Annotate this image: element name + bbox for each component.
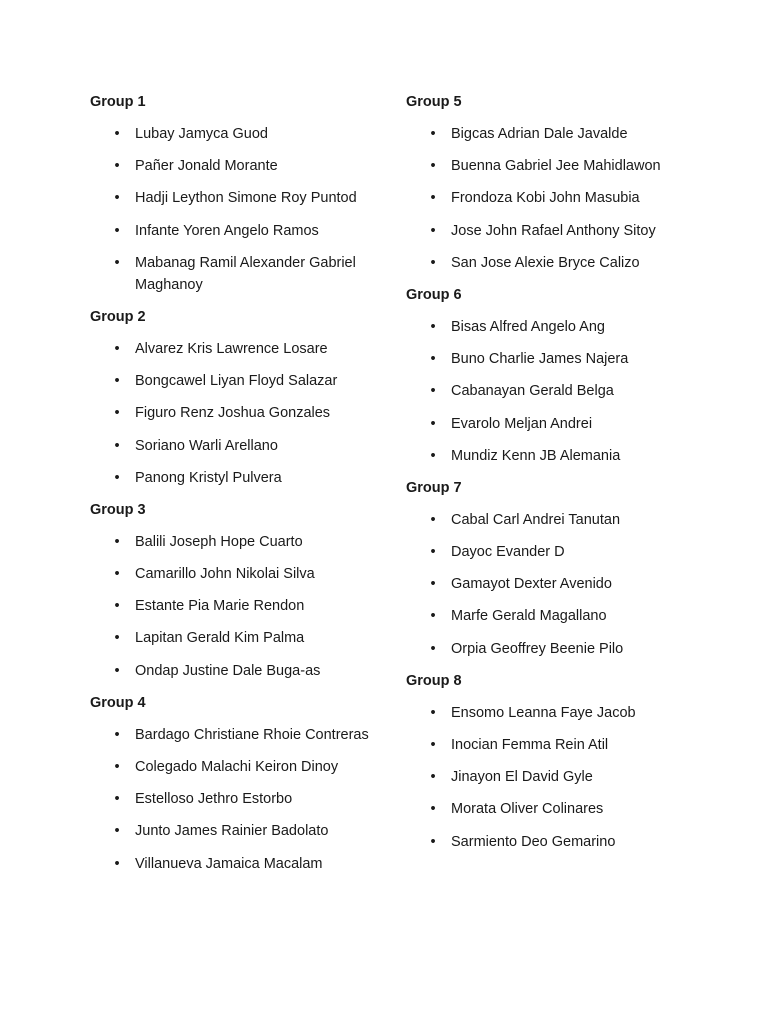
group-title: Group 8: [406, 672, 462, 689]
member-name: Mabanag Ramil Alexander Gabriel Maghanoy: [135, 254, 356, 293]
member-name: Frondoza Kobi John Masubia: [451, 190, 640, 207]
bullet-icon: •: [114, 566, 120, 583]
member-name: Buno Charlie James Najera: [451, 351, 629, 368]
list-item: [90, 756, 380, 778]
list-item: [90, 252, 380, 296]
left-column: [90, 91, 380, 885]
bullet-icon: •: [114, 340, 120, 357]
group-title: Group 6: [406, 286, 462, 303]
member-name: Hadji Leython Simone Roy Puntod: [135, 190, 357, 207]
member-list: [406, 316, 736, 467]
bullet-icon: •: [114, 726, 120, 743]
bullet-icon: •: [430, 801, 436, 818]
list-item: [406, 155, 736, 177]
bullet-icon: •: [430, 769, 436, 786]
bullet-icon: •: [430, 640, 436, 657]
bullet-icon: •: [114, 254, 120, 271]
bullet-icon: •: [430, 222, 436, 239]
bullet-icon: •: [430, 833, 436, 850]
list-item: [90, 788, 380, 810]
list-item: [90, 820, 380, 842]
group-7: [406, 477, 736, 660]
bullet-icon: •: [114, 533, 120, 550]
list-item: [90, 435, 380, 457]
list-item: [90, 123, 380, 145]
bullet-icon: •: [430, 704, 436, 721]
list-item: [406, 766, 736, 788]
member-name: Jose John Rafael Anthony Sitoy: [451, 222, 656, 239]
group-title: Group 1: [90, 94, 146, 110]
list-item: [90, 402, 380, 424]
member-name: Bongcawel Liyan Floyd Salazar: [135, 373, 338, 390]
bullet-icon: •: [114, 469, 120, 486]
list-item: [90, 724, 380, 746]
member-name: Colegado Malachi Keiron Dinoy: [135, 759, 339, 775]
bullet-icon: •: [114, 662, 120, 679]
list-item: [406, 380, 736, 402]
list-item: [406, 252, 736, 274]
list-item: [406, 413, 736, 435]
list-item: [90, 853, 380, 875]
member-name: Gamayot Dexter Avenido: [451, 576, 612, 593]
group-8: [406, 670, 736, 853]
list-item: [90, 660, 380, 682]
bullet-icon: •: [114, 222, 120, 239]
member-name: Marfe Gerald Magallano: [451, 608, 607, 625]
member-name: Mundiz Kenn JB Alemania: [451, 447, 621, 464]
member-list: [406, 123, 736, 274]
bullet-icon: •: [430, 318, 436, 335]
member-name: Orpia Geoffrey Beenie Pilo: [451, 640, 624, 657]
group-title: Group 4: [90, 694, 146, 711]
member-name: Bisas Alfred Angelo Ang: [451, 318, 605, 335]
group-5: [406, 91, 736, 274]
bullet-icon: •: [114, 373, 120, 390]
bullet-icon: •: [430, 544, 436, 561]
right-column: [406, 91, 736, 863]
bullet-icon: •: [114, 598, 120, 615]
bullet-icon: •: [114, 855, 120, 872]
list-item: [406, 509, 736, 531]
bullet-icon: •: [430, 254, 436, 271]
member-name: San Jose Alexie Bryce Calizo: [451, 254, 640, 271]
member-name: Buenna Gabriel Jee Mahidlawon: [451, 158, 661, 175]
list-item: [406, 605, 736, 627]
list-item: [90, 531, 380, 553]
member-list: [90, 724, 380, 875]
member-name: Ensomo Leanna Faye Jacob: [451, 704, 636, 721]
group-title: Group 7: [406, 479, 462, 496]
member-list: [90, 531, 380, 682]
member-list: [90, 123, 380, 296]
member-name: Alvarez Kris Lawrence Losare: [135, 340, 328, 357]
bullet-icon: •: [430, 383, 436, 400]
member-list: [90, 338, 380, 489]
list-item: [406, 348, 736, 370]
member-name: Sarmiento Deo Gemarino: [451, 833, 616, 850]
bullet-icon: •: [430, 158, 436, 175]
member-name: Morata Oliver Colinares: [451, 801, 604, 818]
member-name: Lubay Jamyca Guod: [135, 126, 268, 142]
list-item: [406, 702, 736, 724]
member-name: Estelloso Jethro Estorbo: [135, 791, 293, 808]
group-1: [90, 91, 380, 296]
bullet-icon: •: [430, 608, 436, 625]
list-item: [406, 187, 736, 209]
list-item: [90, 595, 380, 617]
bullet-icon: •: [114, 823, 120, 840]
member-name: Cabanayan Gerald Belga: [451, 383, 614, 400]
member-list: [406, 509, 736, 660]
group-6: [406, 284, 736, 467]
group-2: [90, 306, 380, 489]
member-name: Lapitan Gerald Kim Palma: [135, 630, 305, 647]
bullet-icon: •: [114, 630, 120, 647]
list-item: [406, 123, 736, 145]
member-name: Bardago Christiane Rhoie Contreras: [135, 726, 369, 743]
group-title: Group 2: [90, 308, 146, 325]
bullet-icon: •: [430, 576, 436, 593]
member-name: Ondap Justine Dale Buga-as: [135, 662, 321, 679]
list-item: [90, 627, 380, 649]
group-4: [90, 692, 380, 875]
list-item: [406, 734, 736, 756]
list-item: [90, 155, 380, 177]
list-item: [406, 638, 736, 660]
list-item: [90, 467, 380, 489]
bullet-icon: •: [114, 791, 120, 808]
bullet-icon: •: [430, 415, 436, 432]
group-title: Group 3: [90, 501, 146, 518]
bullet-icon: •: [430, 737, 436, 753]
member-name: Camarillo John Nikolai Silva: [135, 566, 315, 583]
bullet-icon: •: [430, 126, 436, 142]
list-item: [406, 220, 736, 242]
group-title: Group 5: [406, 94, 462, 110]
list-item: [90, 220, 380, 242]
list-item: [90, 563, 380, 585]
bullet-icon: •: [114, 437, 120, 454]
bullet-icon: •: [430, 190, 436, 207]
list-item: [90, 187, 380, 209]
bullet-icon: •: [430, 511, 436, 528]
bullet-icon: •: [430, 351, 436, 368]
member-name: Pañer Jonald Morante: [135, 158, 278, 175]
member-name: Jinayon El David Gyle: [451, 769, 593, 786]
list-item: [90, 370, 380, 392]
list-item: [406, 445, 736, 467]
member-name: Evarolo Meljan Andrei: [451, 415, 593, 432]
member-name: Cabal Carl Andrei Tanutan: [451, 511, 621, 528]
member-name: Junto James Rainier Badolato: [135, 823, 329, 840]
member-name: Figuro Renz Joshua Gonzales: [135, 405, 331, 422]
list-item: [406, 573, 736, 595]
bullet-icon: •: [114, 759, 120, 775]
bullet-icon: •: [114, 190, 120, 207]
member-name: Balili Joseph Hope Cuarto: [135, 533, 303, 550]
member-name: Estante Pia Marie Rendon: [135, 598, 305, 615]
member-name: Infante Yoren Angelo Ramos: [135, 222, 319, 239]
member-name: Bigcas Adrian Dale Javalde: [451, 126, 628, 142]
member-name: Dayoc Evander D: [451, 544, 565, 561]
bullet-icon: •: [114, 405, 120, 422]
member-name: Soriano Warli Arellano: [135, 437, 278, 454]
list-item: [406, 316, 736, 338]
bullet-icon: •: [114, 158, 120, 175]
member-name: Villanueva Jamaica Macalam: [135, 855, 323, 872]
list-item: [406, 831, 736, 853]
member-name: Panong Kristyl Pulvera: [135, 469, 282, 486]
member-name: Inocian Femma Rein Atil: [451, 737, 609, 753]
group-3: [90, 499, 380, 682]
bullet-icon: •: [430, 447, 436, 464]
list-item: [406, 541, 736, 563]
list-item: [406, 798, 736, 820]
list-item: [90, 338, 380, 360]
member-list: [406, 702, 736, 853]
bullet-icon: •: [114, 126, 120, 142]
